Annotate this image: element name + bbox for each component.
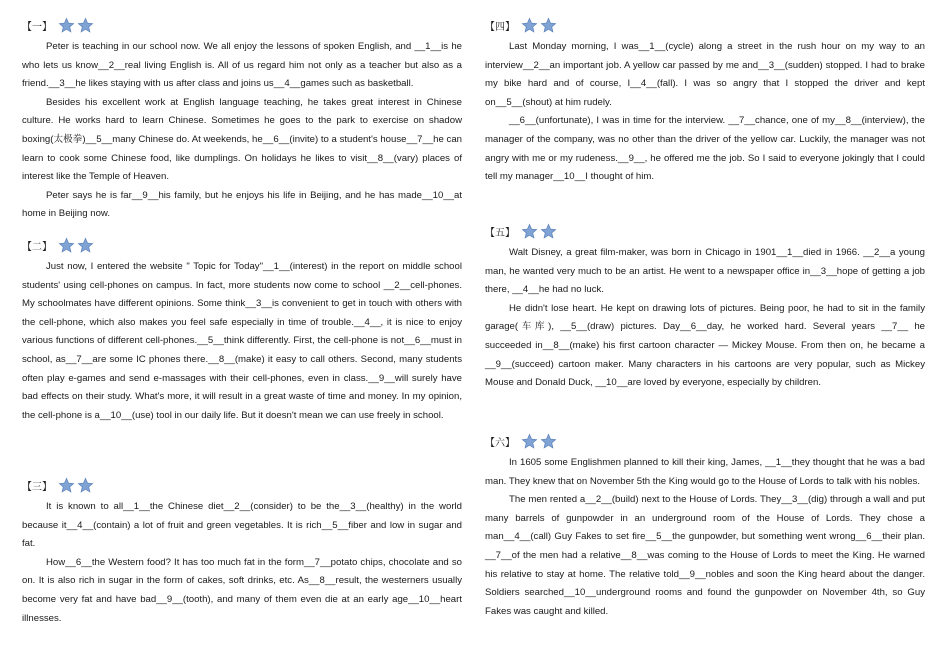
- section-header: [22, 474, 462, 496]
- section-label: 【一】: [22, 21, 52, 33]
- paragraph: The men rented a__2__(build) next to the House of Lords. They__3__(dig) through a wall and put many barrels of gunpowder in an underground room of the House of Lords. They chose a man__4__(call) Guy Fakes to set fire__5__the gunpowder, but something went wrong__6__their plan. __7__of the men had a relative__8__was coming to the House of Lords to meet the King. He warned his relative to stay at home. The relative told__9__nobles and soon the King heard about the danger. Soldiers searched__10__underground rooms and found the gunpowder on November 4th, so Guy Fakes was caught and killed.: [485, 494, 925, 617]
- paragraph: In 1605 some Englishmen planned to kill their king, James, __1__they thought that he was a bad man. They knew that on November 5th the King would go to the House of Lords to talk with his nobles.: [485, 457, 925, 487]
- paragraph: It is known to all__1__the Chinese diet__2__(consider) to be the__3__(healthy) in the world because it__4__(contain) a lot of fruit and green vegetables. It is rich__5__fiber and low in sugar and fat.: [22, 501, 462, 550]
- paragraph: Peter is teaching in our school now. We all enjoy the lessons of spoken English, and __1__is he who lets us know__2__real living English is. All of us regard him not only as a teacher but also as a friend.__3__he likes staying with us after class and joins us__4__games such as basketball.: [22, 41, 462, 90]
- section-3: [22, 474, 462, 628]
- section-1: [22, 14, 462, 228]
- right-column: [485, 14, 925, 627]
- paragraph: Just now, I entered the website " Topic for Today"__1__(interest) in the report on middle school students' using cell-phones on campus. In fact, more students now come to school __2__cell-phones. My schoolmates have different opinions. Some think__3__is convenient to get in touch with others with the cell-phone, which also makes you feel safe especially in time of trouble.__4__, it is nice to enjoy various functions of different cell-phones.__5__think differently. First, the cell-phone is not__6__must in school, as__7__are some IC phones there.__8__(make) it easy to call others. Second, many students often play e-games and send e-massages with their cell-phones, even in class.__9__will surely have bad effects on their study. What's more, it will result in a great waste of time and money. In my opinion, the cell-phone is a__10__(use) tool in our daily life. But it doesn't mean we can use freely in school.: [22, 261, 462, 421]
- paragraph: Peter says he is far__9__his family, but he enjoys his life in Beijing, and he has made__10__at home in Beijing now.: [22, 189, 462, 220]
- star-icon: [540, 223, 557, 240]
- section-2: [22, 234, 462, 468]
- paragraph: Besides his excellent work at English language teaching, he takes great interest in Chinese culture. He works hard to learn Chinese. Sometimes he goes to the park to exercise on shadow boxing(太极拳)__5__many Chinese do. At weekends, he__6__(invite) to a student's house__7__he can learn to cook some Chinese food, like dumplings. On holidays he likes to visit__8__(vary) places of interest like the Temple of Heaven.: [22, 96, 462, 183]
- section-label: 【三】: [22, 481, 52, 493]
- section-label: 【四】: [485, 21, 515, 33]
- paragraph: He didn't lose heart. He kept on drawing lots of pictures. Being poor, he had to sit in the family garage(车库), __5__(draw) pictures. Day__6__day, he worked hard. Several years __7__ he succeeded in__8__(make) his first cartoon character — Mickey Mouse. From then on, he became a __9__(succeed) cartoon maker. Many characters in his cartoons are very popular, such as Mickey Mouse and Donald Duck, __10__are loved by everyone, especially by children.: [485, 302, 925, 389]
- section-header: [22, 14, 462, 36]
- section-5: [485, 220, 925, 424]
- left-column: [22, 14, 462, 634]
- section-header: [485, 430, 925, 452]
- section-label: 【五】: [485, 227, 515, 239]
- section-4: [485, 14, 925, 214]
- paragraph: How__6__the Western food? It has too much fat in the form__7__potato chips, chocolate and so on. It is also rich in sugar in the form of cakes, soft drinks, etc. As__8__result, the westerners usually become very fat and have bad__9__(tooth), and many of them even die at an early age__10__heart illnesses.: [22, 556, 462, 624]
- star-icon: [521, 17, 538, 34]
- paragraph: Walt Disney, a great film-maker, was born in Chicago in 1901__1__died in 1966. __2__a young man, he wanted very much to be an artist. He went to a newspaper office in__3__hope of getting a job there, __4__he had no luck.: [485, 247, 925, 296]
- star-icon: [521, 433, 538, 450]
- star-icon: [58, 17, 75, 34]
- star-icon: [58, 477, 75, 494]
- section-label: 【二】: [22, 241, 52, 253]
- star-icon: [77, 17, 94, 34]
- star-icon: [540, 433, 557, 450]
- star-icon: [77, 237, 94, 254]
- section-header: [485, 14, 925, 36]
- star-icon: [521, 223, 538, 240]
- star-icon: [77, 477, 94, 494]
- section-header: [22, 234, 462, 256]
- paragraph: Last Monday morning, I was__1__(cycle) along a street in the rush hour on my way to an interview__2__an important job. A yellow car passed by me and__3__(sudden) stopped. I had to brake my bike hard and of course, I__4__(fall). I was so angry that I stopped the driver and kept on__5__(shout) at him rudely.: [485, 41, 925, 108]
- star-icon: [58, 237, 75, 254]
- paragraph: __6__(unfortunate), I was in time for the interview. __7__chance, one of my__8__(interview), the manager of the company, was no other than the driver of the yellow car. Luckily, the manager was not angry with me or my rudeness.__9__, he offered me the job. So I said to everyone jokingly that I could tell my manager__10__I thought of him.: [485, 115, 925, 183]
- star-icon: [540, 17, 557, 34]
- section-label: 【六】: [485, 437, 515, 449]
- section-6: [485, 430, 925, 621]
- section-header: [485, 220, 925, 242]
